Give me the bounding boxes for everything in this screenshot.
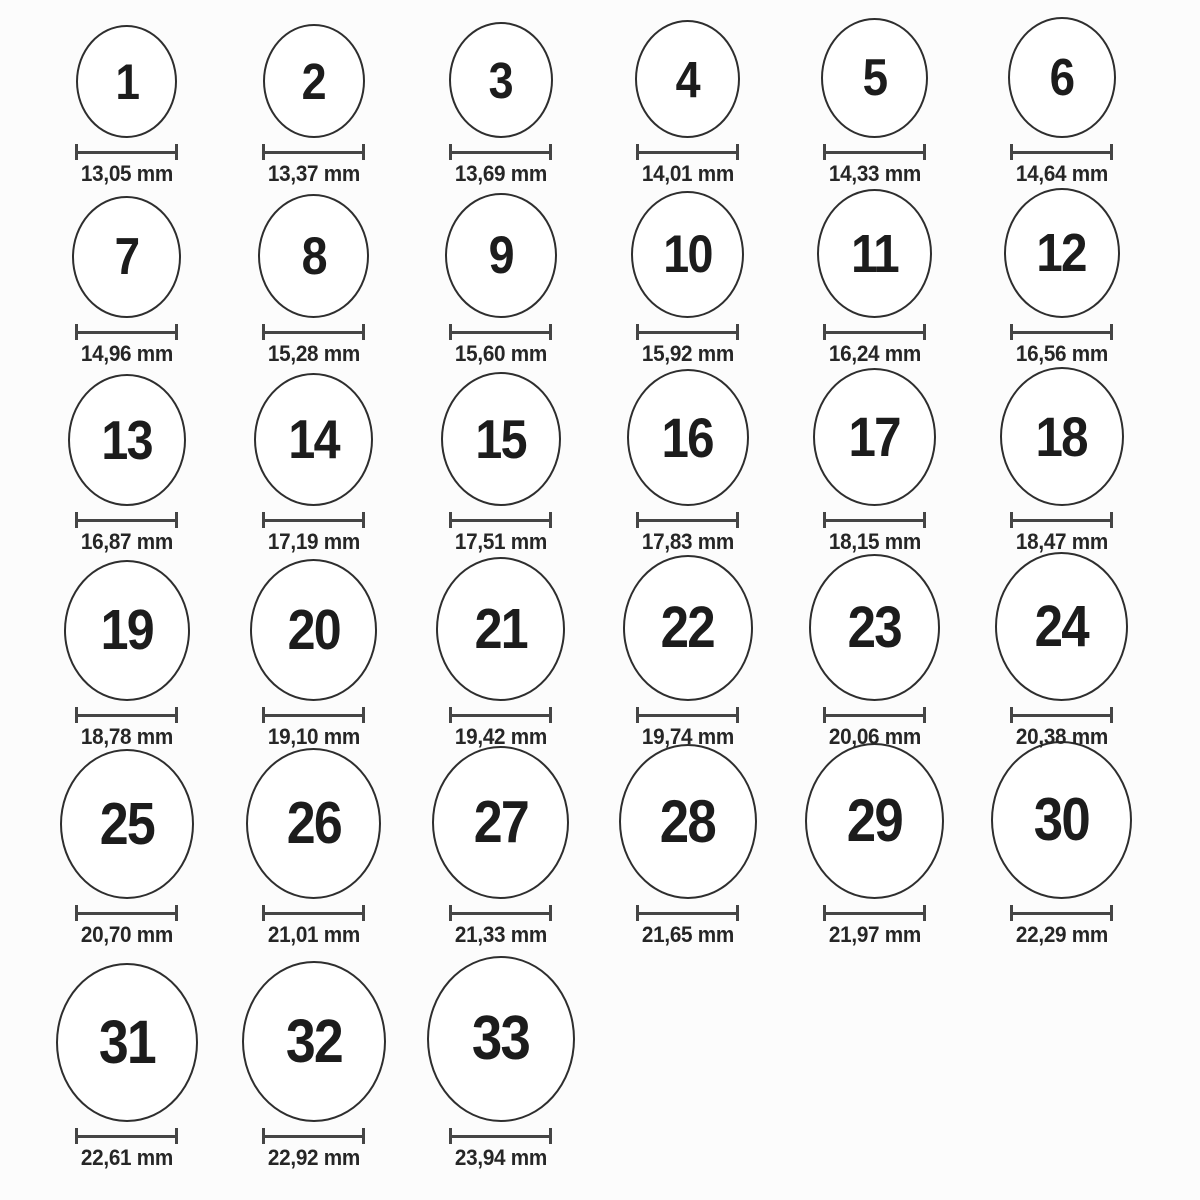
diameter-label: 15,28 mm	[267, 341, 360, 366]
ring-size-number: 17	[848, 405, 901, 468]
diameter-dimension-line	[1010, 512, 1113, 528]
dimension-tick-right	[175, 1128, 178, 1144]
ring-size-number: 26	[286, 790, 341, 856]
chart-row	[33, 380, 1155, 570]
dimension-bar	[1010, 151, 1113, 154]
ring-cell	[968, 196, 1155, 380]
dimension-tick-right	[362, 905, 365, 921]
dimension-tick-right	[549, 324, 552, 340]
ring-size-number: 7	[114, 228, 139, 286]
diameter-dimension-line	[823, 144, 926, 160]
diameter-label: 15,92 mm	[641, 341, 734, 366]
diameter-label: 20,38 mm	[1015, 724, 1108, 749]
dimension-bar	[636, 331, 739, 334]
ring-cell	[407, 765, 594, 961]
dimension-tick-right	[1110, 512, 1113, 528]
ring-cell	[407, 380, 594, 570]
dimension-bar	[823, 714, 926, 717]
ring-size-number: 5	[862, 49, 887, 107]
dimension-tick-right	[175, 905, 178, 921]
dimension-tick-right	[362, 707, 365, 723]
ring-size-number: 29	[846, 787, 903, 854]
diameter-dimension-line	[262, 707, 365, 723]
dimension-tick-right	[736, 144, 739, 160]
ring-size-number: 4	[675, 50, 700, 108]
ring-circle	[258, 194, 369, 318]
ring-cell	[220, 765, 407, 961]
dimension-tick-right	[923, 512, 926, 528]
ring-cell	[220, 570, 407, 765]
ring-size-number: 2	[301, 52, 326, 110]
diameter-label: 13,37 mm	[267, 161, 360, 186]
diameter-dimension-line	[75, 1128, 178, 1144]
dimension-bar	[449, 519, 552, 522]
ring-circle	[991, 741, 1132, 899]
dimension-tick-right	[736, 905, 739, 921]
diameter-label: 19,42 mm	[454, 724, 547, 749]
chart-row	[33, 765, 1155, 961]
dimension-bar	[823, 519, 926, 522]
diameter-dimension-line	[75, 905, 178, 921]
dimension-bar	[1010, 331, 1113, 334]
dimension-tick-right	[175, 144, 178, 160]
diameter-dimension-line	[262, 324, 365, 340]
dimension-bar	[1010, 714, 1113, 717]
diameter-dimension-line	[449, 707, 552, 723]
dimension-bar	[75, 519, 178, 522]
ring-circle	[627, 369, 749, 506]
dimension-bar	[449, 331, 552, 334]
dimension-bar	[636, 519, 739, 522]
dimension-tick-right	[1110, 707, 1113, 723]
ring-circle	[821, 18, 928, 138]
ring-size-number: 25	[99, 790, 154, 857]
diameter-dimension-line	[262, 512, 365, 528]
diameter-label: 16,87 mm	[80, 529, 173, 554]
ring-cell	[407, 0, 594, 196]
diameter-dimension-line	[1010, 324, 1113, 340]
ring-cell	[594, 380, 781, 570]
ring-size-number: 22	[660, 595, 715, 660]
ring-circle	[60, 749, 194, 899]
dimension-tick-right	[736, 707, 739, 723]
ring-cell	[33, 196, 220, 380]
diameter-dimension-line	[1010, 144, 1113, 160]
ring-cell	[594, 0, 781, 196]
ring-circle	[1004, 188, 1120, 318]
diameter-dimension-line	[1010, 905, 1113, 921]
diameter-dimension-line	[449, 1128, 552, 1144]
diameter-label: 15,60 mm	[454, 341, 547, 366]
diameter-dimension-line	[449, 512, 552, 528]
diameter-dimension-line	[636, 905, 739, 921]
ring-circle	[432, 746, 569, 899]
ring-cell	[968, 380, 1155, 570]
ring-circle	[635, 20, 740, 138]
ring-cell	[781, 0, 968, 196]
ring-size-number: 15	[475, 407, 526, 470]
dimension-tick-right	[362, 144, 365, 160]
diameter-dimension-line	[636, 144, 739, 160]
diameter-dimension-line	[75, 707, 178, 723]
ring-size-number: 14	[288, 408, 339, 470]
diameter-dimension-line	[636, 707, 739, 723]
ring-cell	[220, 196, 407, 380]
ring-cell	[594, 196, 781, 380]
dimension-tick-right	[923, 324, 926, 340]
dimension-tick-right	[736, 512, 739, 528]
ring-size-number: 9	[488, 226, 513, 285]
ring-size-number: 20	[287, 597, 340, 662]
diameter-dimension-line	[636, 324, 739, 340]
ring-circle	[995, 552, 1128, 701]
ring-cell	[407, 196, 594, 380]
dimension-bar	[262, 714, 365, 717]
ring-circle	[436, 557, 565, 701]
diameter-label: 21,01 mm	[267, 922, 360, 947]
dimension-tick-right	[923, 905, 926, 921]
ring-size-number: 13	[101, 408, 152, 471]
diameter-dimension-line	[1010, 707, 1113, 723]
diameter-label: 16,24 mm	[828, 341, 921, 366]
dimension-tick-right	[175, 324, 178, 340]
diameter-label: 20,06 mm	[828, 724, 921, 749]
dimension-tick-right	[549, 144, 552, 160]
ring-size-number: 33	[471, 1004, 530, 1073]
dimension-bar	[75, 912, 178, 915]
ring-circle	[817, 189, 932, 318]
ring-size-number: 12	[1036, 223, 1087, 283]
diameter-dimension-line	[823, 707, 926, 723]
diameter-label: 13,69 mm	[454, 161, 547, 186]
diameter-dimension-line	[636, 512, 739, 528]
diameter-label: 21,97 mm	[828, 922, 921, 947]
ring-cell	[407, 570, 594, 765]
dimension-tick-right	[549, 1128, 552, 1144]
ring-circle	[809, 554, 940, 701]
chart-row	[33, 570, 1155, 765]
ring-size-number: 1	[115, 53, 138, 110]
dimension-bar	[75, 1135, 178, 1138]
ring-cell	[33, 0, 220, 196]
ring-cell	[33, 961, 220, 1200]
ring-circle	[813, 368, 936, 506]
ring-size-number: 8	[301, 226, 326, 286]
diameter-dimension-line	[75, 144, 178, 160]
ring-size-number: 19	[100, 598, 153, 662]
diameter-label: 19,74 mm	[641, 724, 734, 749]
ring-cell	[407, 961, 594, 1200]
dimension-bar	[262, 912, 365, 915]
ring-circle	[76, 25, 177, 138]
ring-circle	[441, 372, 561, 506]
diameter-label: 21,33 mm	[454, 922, 547, 947]
ring-circle	[623, 555, 753, 701]
ring-circle	[805, 743, 944, 899]
dimension-tick-right	[1110, 905, 1113, 921]
dimension-bar	[823, 331, 926, 334]
ring-circle	[449, 22, 553, 138]
diameter-label: 17,19 mm	[267, 529, 360, 554]
ring-cell	[594, 765, 781, 961]
dimension-tick-right	[549, 707, 552, 723]
dimension-tick-right	[1110, 324, 1113, 340]
dimension-bar	[75, 331, 178, 334]
dimension-tick-right	[549, 905, 552, 921]
chart-row	[33, 196, 1155, 380]
diameter-dimension-line	[823, 324, 926, 340]
ring-size-number: 32	[285, 1007, 342, 1075]
ring-cell	[33, 380, 220, 570]
ring-size-number: 21	[474, 596, 527, 661]
dimension-bar	[262, 151, 365, 154]
ring-cell	[968, 765, 1155, 961]
ring-size-number: 16	[661, 405, 714, 469]
diameter-label: 17,51 mm	[454, 529, 547, 554]
dimension-bar	[262, 519, 365, 522]
ring-cell	[781, 196, 968, 380]
ring-circle	[72, 196, 181, 318]
diameter-label: 19,10 mm	[267, 724, 360, 749]
diameter-dimension-line	[449, 144, 552, 160]
ring-circle	[64, 560, 190, 701]
ring-circle	[68, 374, 186, 506]
chart-row	[33, 961, 1155, 1200]
ring-size-number: 11	[851, 223, 898, 284]
dimension-bar	[449, 1135, 552, 1138]
ring-circle	[254, 373, 373, 506]
diameter-dimension-line	[823, 512, 926, 528]
ring-size-number: 3	[488, 51, 513, 109]
ring-size-number: 18	[1035, 404, 1088, 468]
diameter-dimension-line	[75, 324, 178, 340]
dimension-bar	[1010, 519, 1113, 522]
dimension-tick-right	[1110, 144, 1113, 160]
ring-circle	[619, 744, 757, 899]
ring-cell	[220, 380, 407, 570]
ring-circle	[427, 956, 575, 1122]
diameter-label: 18,15 mm	[828, 529, 921, 554]
diameter-label: 16,56 mm	[1015, 341, 1108, 366]
ring-size-number: 27	[473, 789, 528, 855]
dimension-bar	[449, 912, 552, 915]
ring-cell	[33, 765, 220, 961]
ring-size-number: 10	[663, 225, 712, 284]
ring-circle	[1000, 367, 1124, 506]
dimension-bar	[1010, 912, 1113, 915]
dimension-tick-right	[362, 512, 365, 528]
dimension-tick-right	[923, 144, 926, 160]
dimension-bar	[75, 151, 178, 154]
diameter-dimension-line	[823, 905, 926, 921]
diameter-label: 13,05 mm	[80, 161, 173, 186]
ring-cell	[220, 961, 407, 1200]
ring-size-number: 30	[1033, 786, 1090, 853]
diameter-dimension-line	[75, 512, 178, 528]
ring-cell	[781, 570, 968, 765]
dimension-tick-right	[549, 512, 552, 528]
diameter-label: 18,78 mm	[80, 724, 173, 749]
dimension-tick-right	[362, 1128, 365, 1144]
dimension-tick-right	[175, 512, 178, 528]
dimension-tick-right	[736, 324, 739, 340]
diameter-label: 14,96 mm	[80, 341, 173, 366]
ring-cell	[968, 570, 1155, 765]
ring-size-number: 6	[1049, 48, 1074, 107]
diameter-label: 14,01 mm	[641, 161, 734, 186]
ring-circle	[250, 559, 377, 701]
dimension-bar	[449, 151, 552, 154]
dimension-tick-right	[362, 324, 365, 340]
diameter-dimension-line	[262, 144, 365, 160]
dimension-bar	[823, 151, 926, 154]
dimension-bar	[823, 912, 926, 915]
diameter-dimension-line	[262, 905, 365, 921]
ring-cell	[781, 380, 968, 570]
diameter-label: 21,65 mm	[641, 922, 734, 947]
ring-circle	[246, 748, 381, 899]
ring-cell	[968, 0, 1155, 196]
diameter-dimension-line	[449, 324, 552, 340]
chart-row	[33, 0, 1155, 196]
ring-circle	[631, 191, 744, 318]
diameter-label: 17,83 mm	[641, 529, 734, 554]
dimension-bar	[636, 714, 739, 717]
dimension-bar	[75, 714, 178, 717]
ring-size-number: 24	[1034, 593, 1089, 659]
diameter-label: 23,94 mm	[454, 1145, 547, 1170]
diameter-dimension-line	[262, 1128, 365, 1144]
ring-size-number: 23	[847, 594, 902, 660]
dimension-tick-right	[175, 707, 178, 723]
ring-circle	[242, 961, 386, 1122]
diameter-label: 18,47 mm	[1015, 529, 1108, 554]
diameter-label: 14,64 mm	[1015, 161, 1108, 186]
diameter-dimension-line	[449, 905, 552, 921]
dimension-bar	[449, 714, 552, 717]
diameter-label: 14,33 mm	[828, 161, 921, 186]
ring-cell	[594, 570, 781, 765]
dimension-bar	[636, 912, 739, 915]
ring-circle	[263, 24, 365, 138]
ring-cell	[33, 570, 220, 765]
dimension-bar	[636, 151, 739, 154]
diameter-label: 20,70 mm	[80, 922, 173, 947]
ring-cell	[781, 765, 968, 961]
ring-size-number: 28	[659, 787, 716, 855]
ring-size-chart	[33, 0, 1155, 1200]
dimension-bar	[262, 331, 365, 334]
diameter-label: 22,61 mm	[80, 1145, 173, 1170]
ring-cell	[220, 0, 407, 196]
diameter-label: 22,92 mm	[267, 1145, 360, 1170]
dimension-tick-right	[923, 707, 926, 723]
ring-circle	[56, 963, 198, 1122]
dimension-bar	[262, 1135, 365, 1138]
diameter-label: 22,29 mm	[1015, 922, 1108, 947]
ring-size-number: 31	[98, 1008, 155, 1076]
ring-circle	[445, 193, 557, 318]
ring-circle	[1008, 17, 1116, 138]
